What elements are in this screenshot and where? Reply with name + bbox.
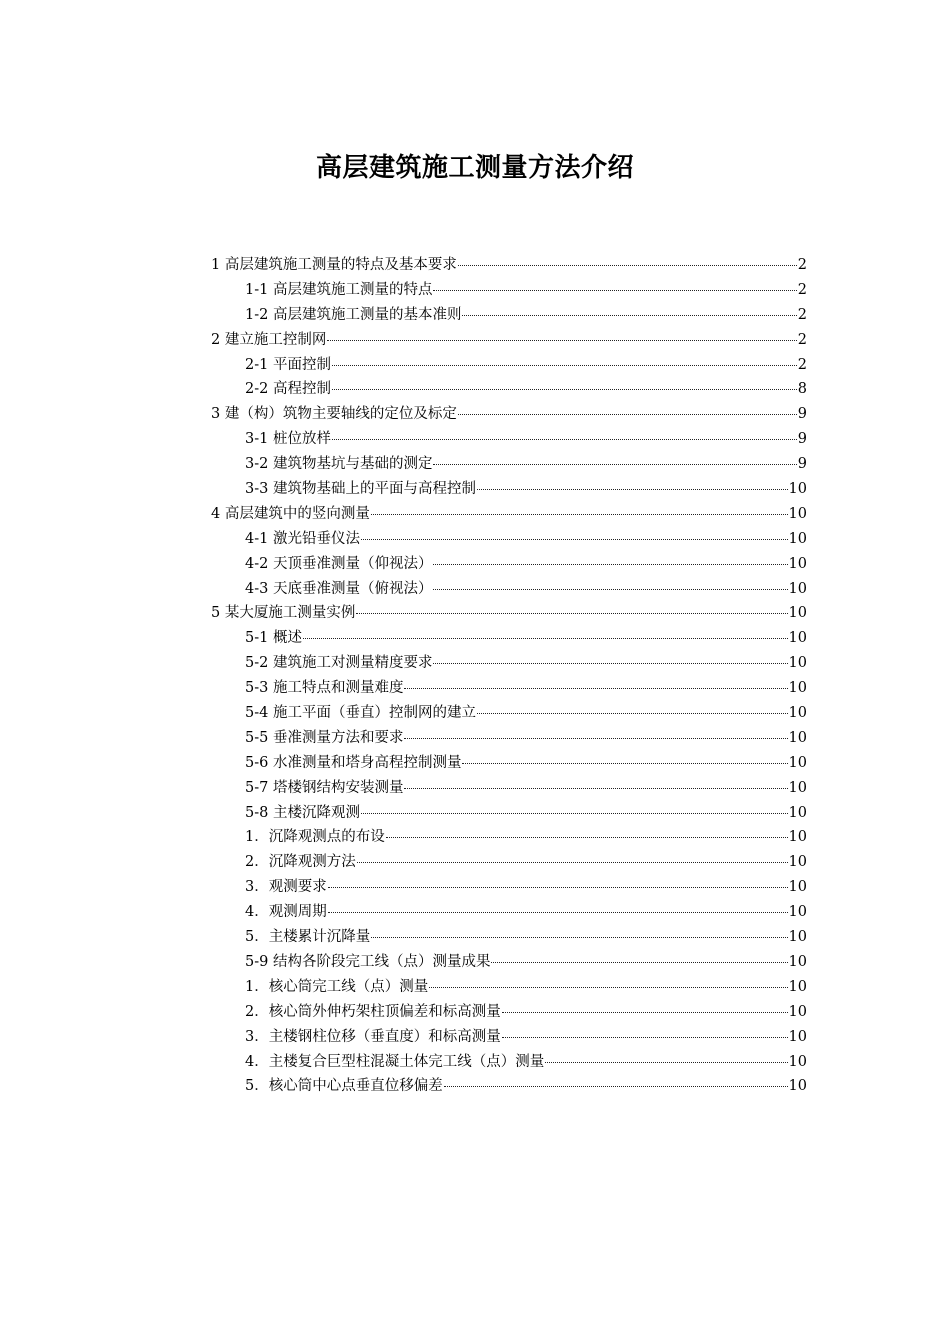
toc-entry-title: 5-5 垂准测量方法和要求 — [245, 729, 404, 746]
toc-dot-leader — [502, 1036, 788, 1038]
toc-page-number: 10 — [788, 804, 807, 821]
toc-entry-title: 3-1 桩位放样 — [245, 431, 331, 448]
toc-entry-title: 2．核心筒外伸朽架柱顶偏差和标高测量 — [245, 1003, 501, 1020]
toc-entry[interactable] — [211, 577, 807, 602]
toc-entry[interactable] — [211, 975, 807, 1000]
toc-entry-title: 5-9 结构各阶段完工线（点）测量成果 — [245, 953, 491, 970]
toc-entry[interactable] — [211, 427, 807, 452]
toc-page-number: 10 — [788, 680, 807, 697]
toc-dot-leader — [303, 637, 788, 639]
toc-entry-title: 5-3 施工特点和测量难度 — [245, 680, 404, 697]
toc-entry[interactable] — [211, 776, 807, 801]
toc-entry-title: 5-6 水准测量和塔身高程控制测量 — [245, 754, 462, 771]
toc-dot-leader — [433, 588, 787, 590]
toc-dot-leader — [356, 612, 787, 614]
toc-entry-title: 5-4 施工平面（垂直）控制网的建立 — [245, 705, 476, 722]
toc-entry-title: 3 建（构）筑物主要轴线的定位及标定 — [211, 406, 457, 423]
toc-entry[interactable] — [211, 925, 807, 950]
toc-dot-leader — [361, 538, 788, 540]
toc-dot-leader — [433, 289, 796, 291]
toc-dot-leader — [357, 861, 788, 863]
toc-dot-leader — [458, 413, 797, 415]
toc-page-number: 10 — [788, 904, 807, 921]
toc-dot-leader — [328, 911, 788, 913]
toc-dot-leader — [361, 812, 788, 814]
toc-entry-title: 5-7 塔楼钢结构安装测量 — [245, 779, 404, 796]
toc-dot-leader — [371, 936, 787, 938]
toc-entry[interactable] — [211, 1074, 807, 1099]
toc-dot-leader — [433, 662, 787, 664]
toc-page-number: 2 — [797, 281, 807, 298]
toc-page-number: 10 — [788, 779, 807, 796]
toc-entry[interactable] — [211, 726, 807, 751]
toc-entry[interactable] — [211, 601, 807, 626]
toc-entry-title: 5 某大厦施工测量实例 — [211, 605, 356, 622]
toc-dot-leader — [404, 687, 787, 689]
toc-entry[interactable] — [211, 751, 807, 776]
toc-page-number: 2 — [797, 356, 807, 373]
toc-page-number: 8 — [797, 381, 807, 398]
toc-entry-title: 3-3 建筑物基础上的平面与高程控制 — [245, 481, 476, 498]
toc-entry[interactable] — [211, 527, 807, 552]
toc-dot-leader — [371, 513, 788, 515]
toc-page-number: 9 — [797, 406, 807, 423]
toc-entry-title: 4-1 激光铅垂仪法 — [245, 530, 360, 547]
toc-entry[interactable] — [211, 1025, 807, 1050]
toc-entry-title: 5．主楼累计沉降量 — [245, 929, 371, 946]
toc-entry[interactable] — [211, 328, 807, 353]
toc-entry-title: 1 高层建筑施工测量的特点及基本要求 — [211, 257, 457, 273]
toc-page-number: 10 — [788, 879, 807, 896]
toc-page-number: 10 — [788, 978, 807, 995]
toc-entry[interactable] — [211, 950, 807, 975]
toc-entry[interactable] — [211, 253, 807, 278]
toc-entry-title: 1．核心筒完工线（点）测量 — [245, 978, 429, 995]
toc-dot-leader — [332, 388, 797, 390]
toc-page-number: 10 — [788, 630, 807, 647]
toc-entry-title: 4-3 天底垂准测量（俯视法） — [245, 580, 433, 597]
toc-entry-title: 2．沉降观测方法 — [245, 854, 356, 871]
toc-dot-leader — [545, 1061, 787, 1063]
toc-entry-title: 2-2 高程控制 — [245, 381, 331, 398]
toc-entry[interactable] — [211, 825, 807, 850]
toc-entry[interactable] — [211, 477, 807, 502]
toc-dot-leader — [332, 364, 797, 366]
toc-entry[interactable] — [211, 1000, 807, 1025]
toc-entry-title: 2-1 平面控制 — [245, 356, 331, 373]
toc-entry[interactable] — [211, 801, 807, 826]
toc-entry-title: 4．观测周期 — [245, 904, 327, 921]
toc-dot-leader — [458, 264, 797, 266]
toc-page-number: 2 — [797, 306, 807, 323]
toc-dot-leader — [477, 712, 788, 714]
toc-page-number: 10 — [788, 655, 807, 672]
toc-page-number: 10 — [788, 1053, 807, 1070]
toc-dot-leader — [462, 762, 787, 764]
toc-page-number: 10 — [788, 481, 807, 498]
toc-entry[interactable] — [211, 701, 807, 726]
toc-dot-leader — [404, 787, 787, 789]
toc-entry[interactable] — [211, 353, 807, 378]
toc-page-number: 2 — [797, 331, 807, 348]
toc-entry[interactable] — [211, 402, 807, 427]
toc-entry[interactable] — [211, 502, 807, 527]
toc-entry[interactable] — [211, 651, 807, 676]
toc-page-number: 10 — [788, 505, 807, 522]
toc-page-number: 9 — [797, 431, 807, 448]
toc-entry-title: 3-2 建筑物基坑与基础的测定 — [245, 456, 433, 473]
toc-entry[interactable] — [211, 303, 807, 328]
toc-entry-title: 5-1 概述 — [245, 630, 302, 647]
toc-dot-leader — [491, 961, 787, 963]
toc-dot-leader — [477, 488, 788, 490]
toc-page-number: 10 — [788, 1003, 807, 1020]
toc-entry-title: 1-1 高层建筑施工测量的特点 — [245, 281, 433, 298]
toc-entry-title: 1-2 高层建筑施工测量的基本准则 — [245, 306, 462, 323]
toc-page-number: 10 — [788, 580, 807, 597]
document-title: 高层建筑施工测量方法介绍 — [315, 153, 634, 183]
toc-page-number: 10 — [788, 705, 807, 722]
toc-entry[interactable] — [211, 676, 807, 701]
toc-page-number: 9 — [797, 456, 807, 473]
toc-entry-title: 5．核心筒中心点垂直位移偏差 — [245, 1078, 443, 1095]
toc-page-number: 10 — [788, 530, 807, 547]
toc-entry[interactable] — [211, 278, 807, 303]
toc-entry-title: 2 建立施工控制网 — [211, 331, 327, 348]
toc-dot-leader — [328, 886, 788, 888]
toc-page-number: 10 — [788, 605, 807, 622]
toc-entry[interactable] — [211, 850, 807, 875]
toc-page-number: 10 — [788, 1078, 807, 1095]
toc-page-number: 10 — [788, 729, 807, 746]
toc-dot-leader — [433, 463, 796, 465]
toc-entry-title: 5-8 主楼沉降观测 — [245, 804, 360, 821]
toc-entry[interactable] — [211, 377, 807, 402]
toc-entry-title: 5-2 建筑施工对测量精度要求 — [245, 655, 433, 672]
toc-dot-leader — [332, 438, 797, 440]
toc-page-number: 10 — [788, 754, 807, 771]
toc-dot-leader — [433, 563, 787, 565]
table-of-contents — [211, 253, 807, 1099]
toc-dot-leader — [404, 737, 787, 739]
toc-page-number: 10 — [788, 929, 807, 946]
toc-entry-title: 4．主楼复合巨型柱混凝土体完工线（点）测量 — [245, 1053, 545, 1070]
toc-entry[interactable] — [211, 626, 807, 651]
toc-page-number: 10 — [788, 953, 807, 970]
toc-dot-leader — [429, 986, 787, 988]
toc-entry-title: 4-2 天顶垂准测量（仰视法） — [245, 555, 433, 572]
toc-entry-title: 3．观测要求 — [245, 879, 327, 896]
toc-entry[interactable] — [211, 552, 807, 577]
toc-dot-leader — [502, 1011, 788, 1013]
toc-page-number: 10 — [788, 1028, 807, 1045]
toc-page-number: 10 — [788, 854, 807, 871]
toc-dot-leader — [327, 339, 796, 341]
toc-entry[interactable] — [211, 900, 807, 925]
toc-dot-leader — [444, 1085, 788, 1087]
toc-page-number: 2 — [797, 257, 807, 273]
toc-page-number: 10 — [788, 555, 807, 572]
toc-entry[interactable] — [211, 875, 807, 900]
toc-page-number: 10 — [788, 829, 807, 846]
toc-entry-title: 4 高层建筑中的竖向测量 — [211, 505, 370, 522]
toc-entry-title: 3．主楼钢柱位移（垂直度）和标高测量 — [245, 1028, 501, 1045]
toc-entry[interactable] — [211, 452, 807, 477]
toc-dot-leader — [462, 314, 796, 316]
toc-entry-title: 1．沉降观测点的布设 — [245, 829, 385, 846]
toc-entry[interactable] — [211, 1050, 807, 1075]
toc-dot-leader — [386, 836, 788, 838]
